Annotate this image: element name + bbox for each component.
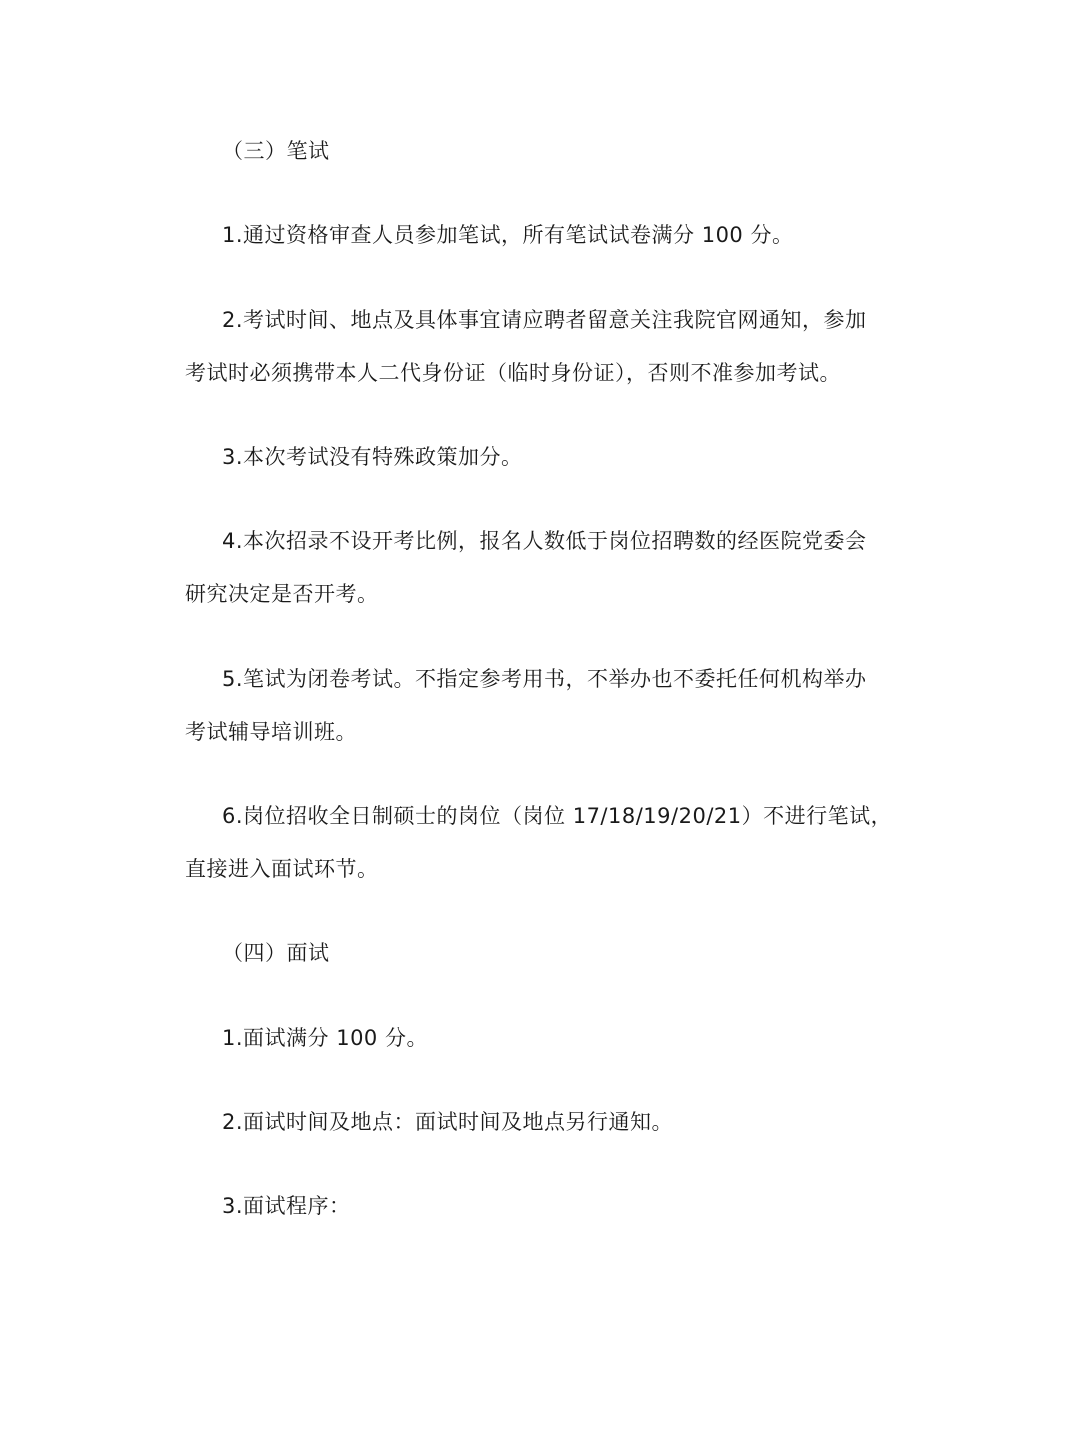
section-heading-written-exam: （三）笔试 xyxy=(222,139,330,163)
paragraph-line: 5.笔试为闭卷考试。不指定参考用书，不举办也不委托任何机构举办 xyxy=(222,667,867,691)
paragraph-line: 3.面试程序： xyxy=(222,1194,351,1218)
paragraph-line: 2.考试时间、地点及具体事宜请应聘者留意关注我院官网通知，参加 xyxy=(222,308,867,332)
paragraph-line: 1.面试满分 100 分。 xyxy=(222,1026,428,1050)
paragraph-line: 研究决定是否开考。 xyxy=(185,582,379,606)
paragraph-line: 6.岗位招收全日制硕士的岗位（岗位 17/18/19/20/21）不进行笔试， xyxy=(222,804,893,828)
paragraph-line: 1.通过资格审查人员参加笔试，所有笔试试卷满分 100 分。 xyxy=(222,223,794,247)
section-heading-interview: （四）面试 xyxy=(222,941,330,965)
paragraph-line: 直接进入面试环节。 xyxy=(185,857,379,881)
paragraph-line: 考试时必须携带本人二代身份证（临时身份证），否则不准参加考试。 xyxy=(185,361,841,385)
paragraph-line: 考试辅导培训班。 xyxy=(185,720,357,744)
paragraph-line: 3.本次考试没有特殊政策加分。 xyxy=(222,445,523,469)
paragraph-line: 2.面试时间及地点：面试时间及地点另行通知。 xyxy=(222,1110,674,1134)
paragraph-line: 4.本次招录不设开考比例，报名人数低于岗位招聘数的经医院党委会 xyxy=(222,529,867,553)
